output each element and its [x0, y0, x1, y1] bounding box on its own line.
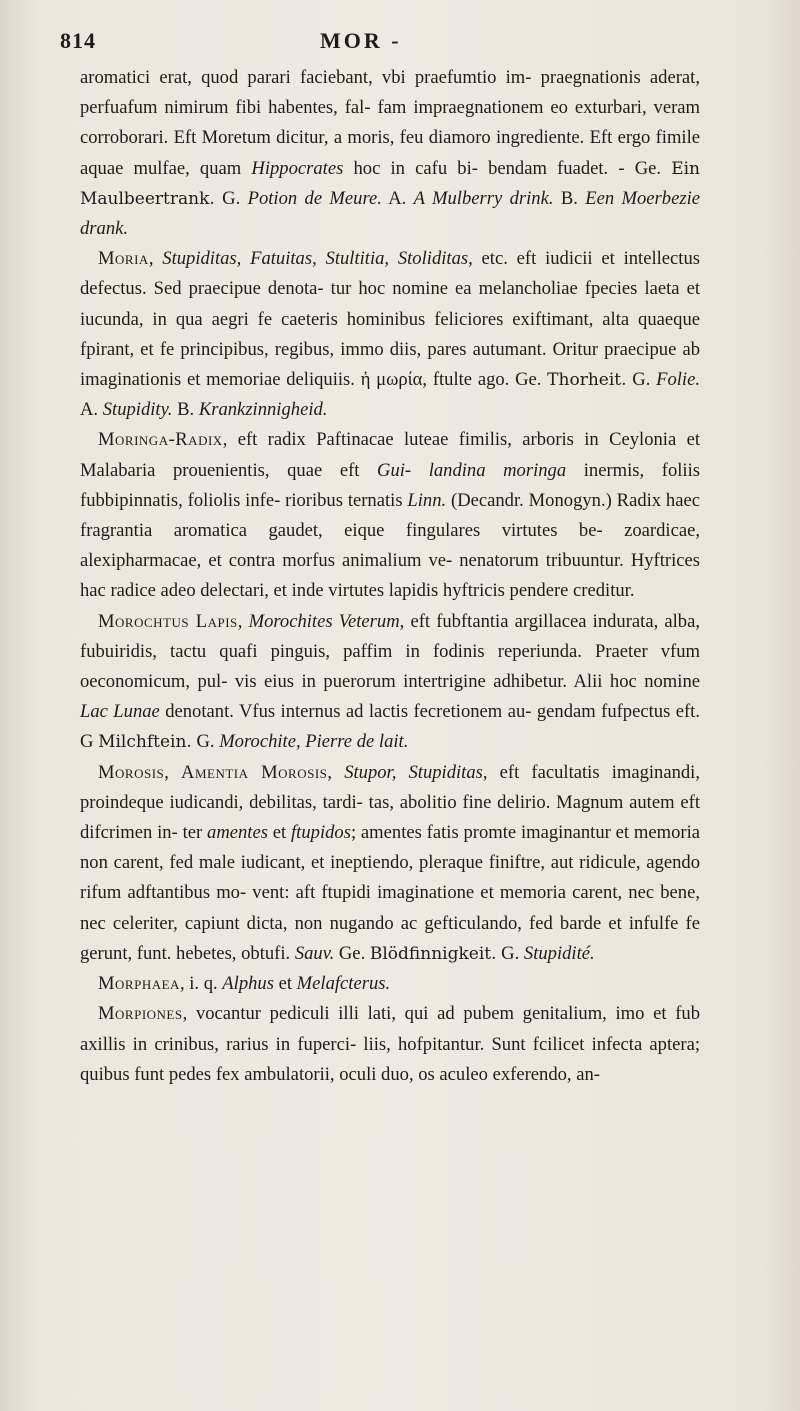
paragraph-aromatici: [80, 63, 700, 244]
text-run: , vocantur pediculi illi lati, qui ad pubem genitalium, imo et fub axillis in crinibus, rarius in fuperci- liis, hofpitantur. Sunt fcilicet infecta aptera; quibus funt pedes fex ambulatorii, oculi duo, os aculeo exferendo, an-: [80, 1003, 700, 1085]
text-run: Ge.: [334, 942, 370, 964]
entry-morosis: [80, 758, 700, 969]
page-header: [60, 28, 660, 58]
text-run: hoc in cafu bi- bendam fuadet. - Ge.: [343, 157, 672, 179]
text-run: Melafcterus.: [296, 973, 391, 995]
text-run: Hippocrates: [251, 157, 344, 179]
text-run: inermis, foliis fubbipinnatis, foliolis infe- rioribus ternatis: [80, 459, 700, 511]
text-run: , eft fubftantia argillacea indurata, alba, fubuiridis, tactu quafi pinguis, paffim in fodinis reperiunda. Praeter vfum oeconomicum, pul- vis eius in puerorum intertrigine adhibetur. Alii hoc nomine: [80, 610, 700, 693]
text-run: Een Moerbezie drank.: [80, 187, 700, 240]
text-run: Milchftein.: [98, 732, 192, 753]
text-run: Linn.: [407, 489, 447, 511]
text-run: Morpiones: [98, 1003, 183, 1025]
text-run: Thorheit.: [547, 370, 627, 391]
text-run: Morochtus Lapis: [98, 610, 238, 632]
text-run: A.: [381, 187, 414, 209]
text-run: Stupor, Stupiditas: [344, 761, 483, 783]
text-run: Moria: [98, 248, 149, 270]
text-run: Morphaea: [98, 973, 180, 995]
text-run: Morochites Veterum: [248, 610, 400, 632]
text-run: A Mulberry drink.: [413, 187, 554, 209]
text-run: Potion de Meure.: [247, 187, 382, 209]
text-run: Stupidity.: [102, 399, 173, 421]
body-text: [80, 63, 700, 1090]
running-head: MOR -: [320, 28, 402, 53]
text-run: G.: [191, 731, 220, 753]
text-run: amentes: [207, 822, 268, 844]
text-run: , etc. eft iudicii et intellectus defectus. Sed praecipue denota- tur hoc nomine ea melancholiae fpecies laeta et iucunda, in qua aegri fe caeteris hominibus feliciores exiftimant, alta quaeque fpirant, et fe principibus, regibus, immo diis, pares autumant. Oritur praecipue ab imaginationis et memoriae deliquiis. ἡ μωρία, ftulte ago. Ge.: [80, 248, 701, 391]
text-run: Stupiditas, Fatuitas, Stultitia, Stoliditas: [162, 248, 469, 270]
text-run: et: [267, 822, 292, 844]
text-run: Alphus: [222, 973, 274, 995]
text-run: A.: [80, 399, 103, 421]
text-run: , i. q.: [179, 973, 223, 995]
entry-moringa-radix: [80, 425, 700, 606]
text-run: Morosis, Amentia Morosis: [98, 761, 328, 783]
text-run: denotant. Vfus internus ad lactis fecretionem au- gendam fufpectus eft. G: [80, 701, 700, 753]
text-run: , eft radix Paftinacae luteae fimilis, arboris in Ceylonia et Malabaria prouenientis, quae eft: [80, 429, 700, 481]
text-run: et: [273, 973, 297, 995]
text-run: G.: [214, 187, 248, 209]
text-run: Blödfinnigkeit.: [369, 943, 497, 964]
text-run: Morochite, Pierre de lait.: [219, 731, 409, 753]
text-run: G.: [626, 369, 657, 391]
entry-moria: [80, 244, 700, 425]
text-run: aromatici erat, quod parari faciebant, vbi praefumtio im- praegnationis aderat, perfuafum nimirum fibi habentes, fal- fam impraegnationem eo exturbari, veram corroborari. Eft Moretum dicitur, a moris, feu diamoro ingrediente. Eft ergo fimile aquae mulfae, quam: [80, 67, 700, 179]
text-run: B.: [172, 399, 199, 421]
text-run: ,: [237, 610, 249, 632]
text-run: (Decandr. Monogyn.) Radix haec fragrantia aromatica gaudet, eique fingulares virtutes be- zoardicae, alexipharmacae, et contra morfus animalium ve- nenatorum tribuuntur. Hyftrices hac radice adeo delectari, et inde virtutes lapidis hyftricis pendere creditur.: [80, 489, 700, 602]
text-run: ,: [327, 761, 345, 783]
text-run: , eft facultatis imaginandi, proindeque iudicandi, debilitas, tardi- tas, abolitio fine delirio. Magnum autem eft difcrimen in- ter: [80, 761, 700, 844]
text-run: Lac Lunae: [80, 701, 160, 723]
entry-morphaea: [80, 969, 700, 999]
text-run: Stupidité.: [523, 942, 595, 964]
text-run: Krankzinnigheid.: [198, 399, 328, 421]
entry-morochtus-lapis: [80, 607, 700, 758]
page-number: 814: [60, 28, 96, 53]
text-run: ftupidos: [291, 822, 351, 844]
entry-morpiones: [80, 999, 700, 1090]
text-run: Folie.: [656, 369, 700, 391]
text-run: Ein Maulbeertrank.: [80, 158, 700, 209]
text-run: Gui- landina moringa: [377, 459, 567, 481]
text-run: G.: [496, 942, 524, 964]
text-run: Moringa-Radix: [98, 429, 223, 451]
text-run: Sauv.: [294, 942, 335, 964]
text-run: ,: [148, 248, 163, 270]
text-run: ; amentes fatis promte imaginantur et memoria non carent, fed male iudicant, et ineptiendo, pleraque finiftre, aut ridicule, agendo rifum adftantibus mo- vent: aft ftupidi imaginatione et memoria carent, nec bene, nec celeriter, capiunt dicta, non nugando ac gefticulando, fed barde et infulfe fe gerunt, funt. hebetes, obtufi.: [80, 822, 700, 964]
text-run: B.: [553, 187, 586, 209]
